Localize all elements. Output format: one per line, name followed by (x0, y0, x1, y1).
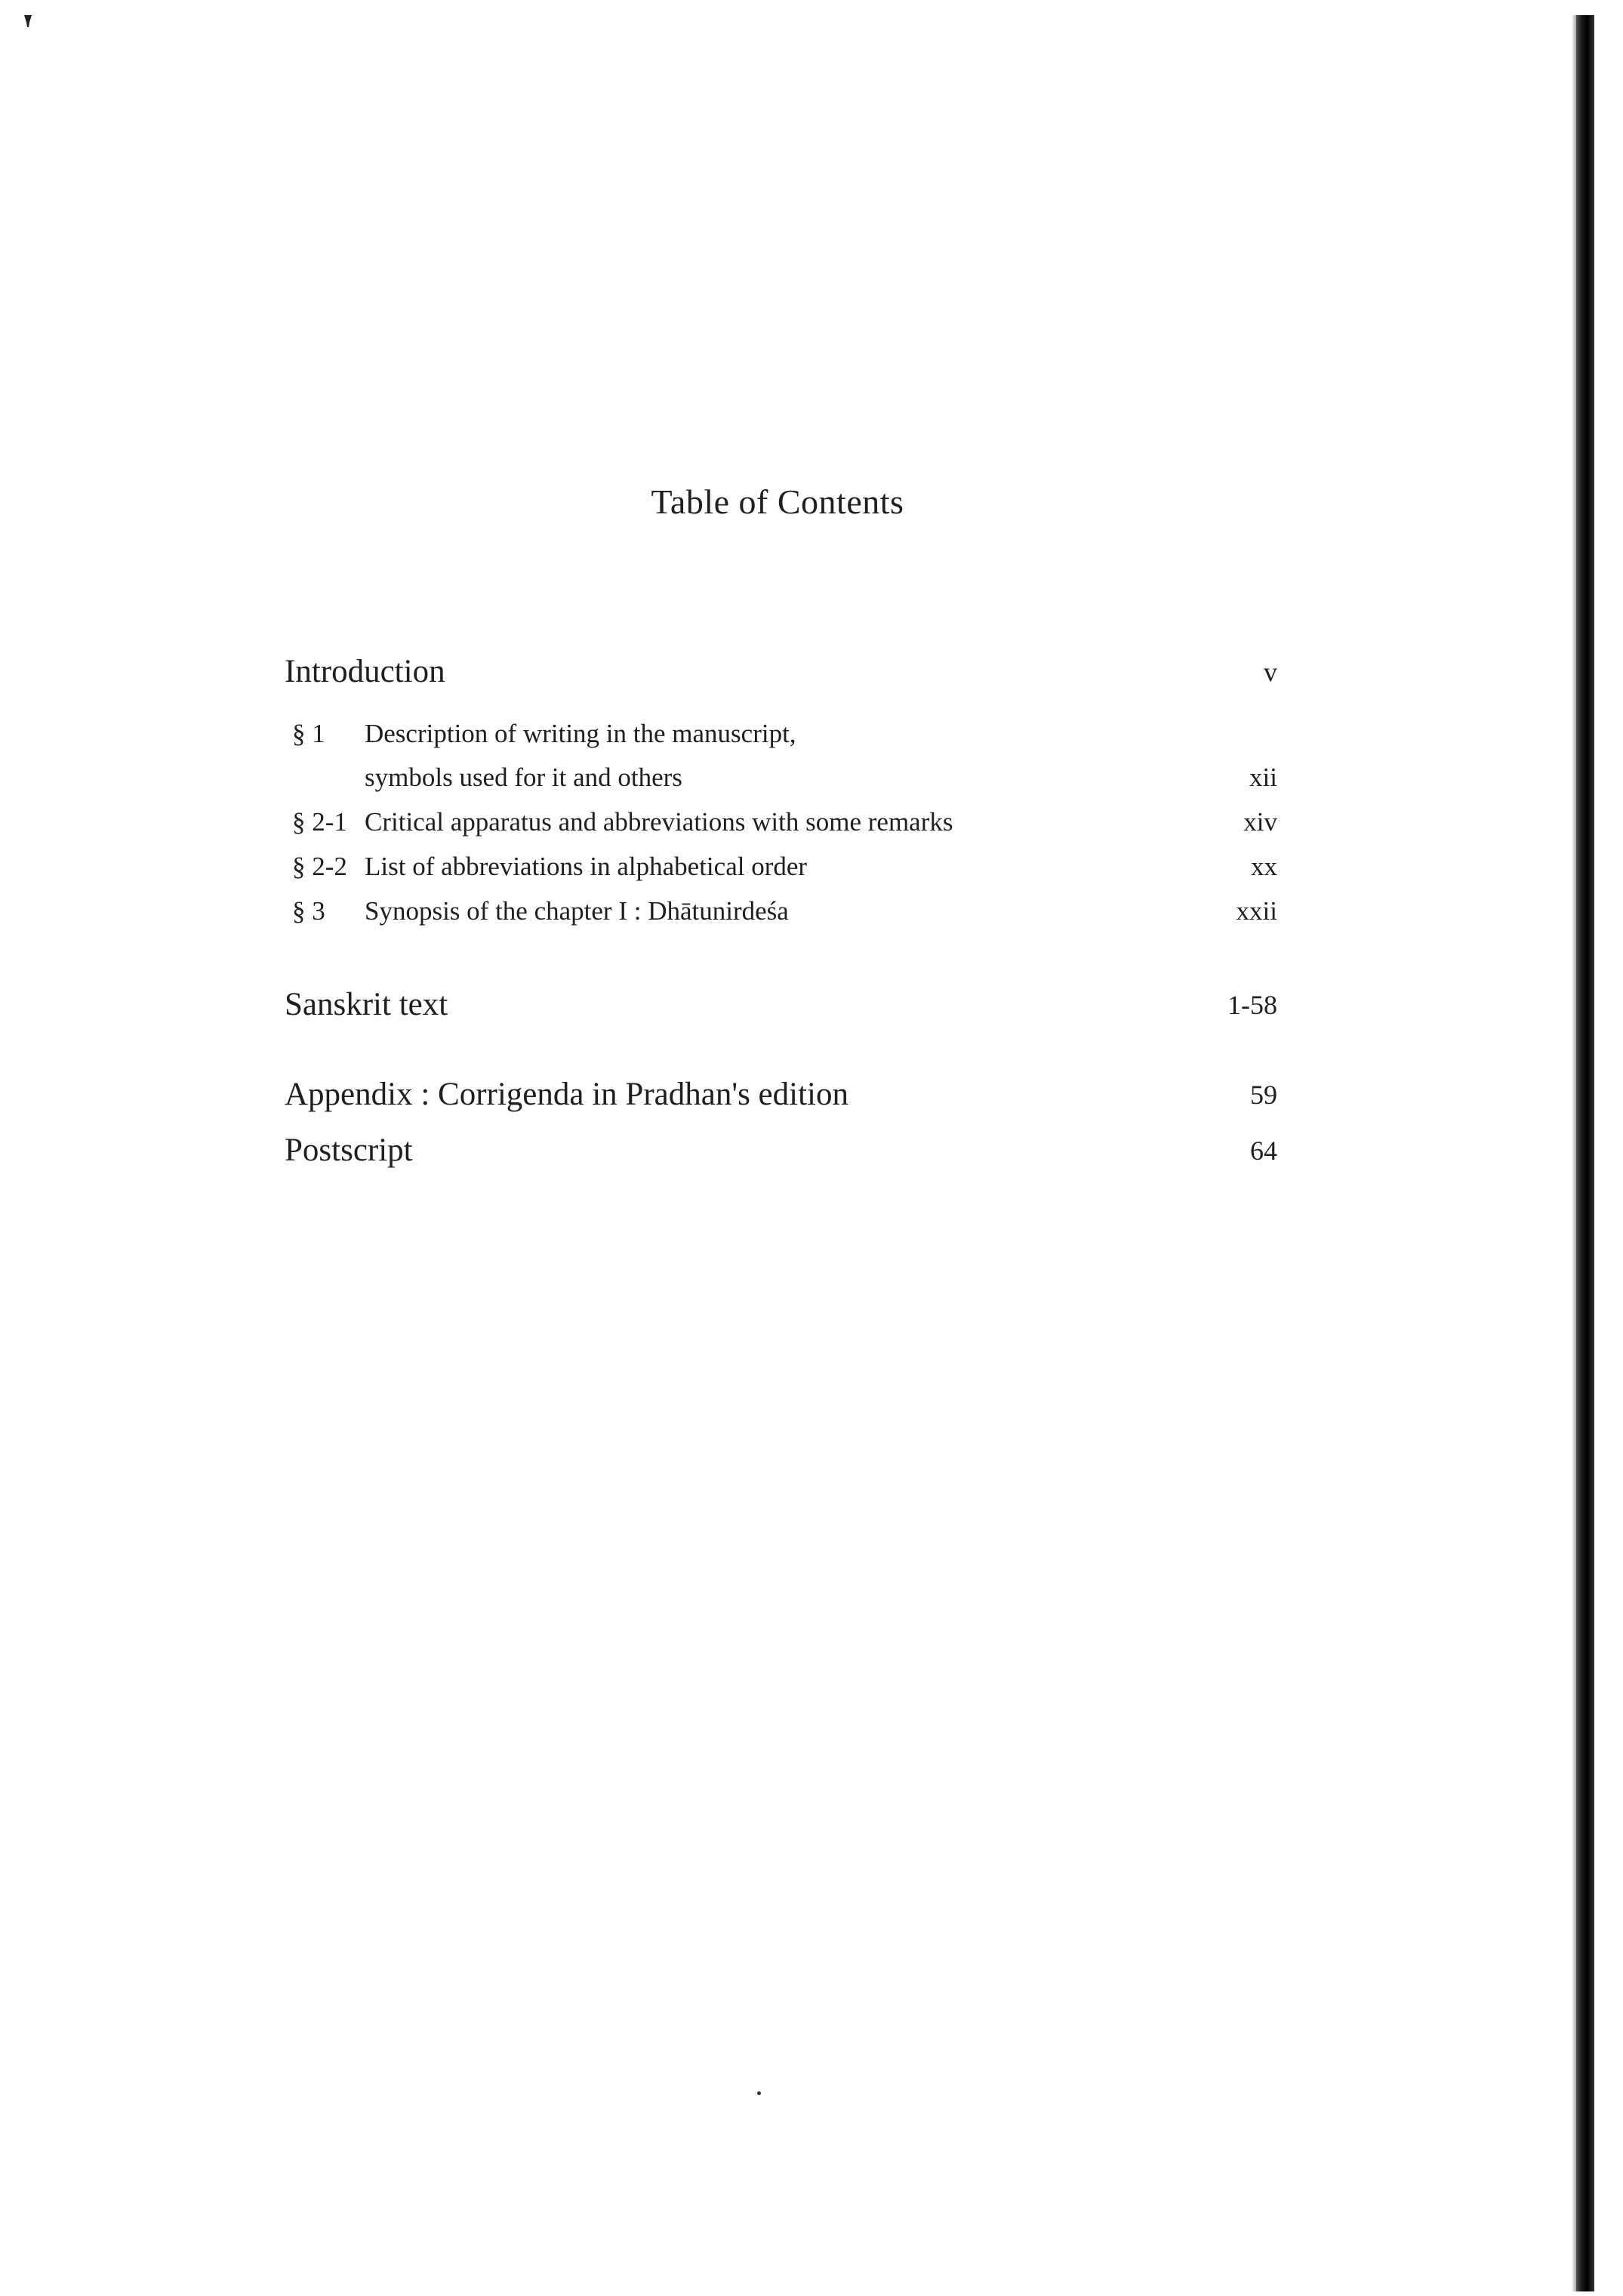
toc-subentry-label: Synopsis of the chapter I : Dhātunirdeśa (365, 896, 789, 926)
toc-entry-postscript[interactable] (285, 1132, 1277, 1170)
toc-entry-label: Sanskrit text (285, 987, 448, 1022)
toc-subentry-page: xiv (1243, 807, 1277, 837)
page-binding-edge (1576, 15, 1594, 2291)
section-number: § 2-1 (292, 807, 347, 837)
toc-entry-page: 1-58 (1227, 990, 1277, 1020)
toc-subentry-label: Critical apparatus and abbreviations with some remarks (365, 807, 953, 837)
toc-entry-introduction[interactable] (285, 653, 1277, 691)
section-number: § 1 (292, 719, 325, 748)
toc-entry-label: Postscript (285, 1133, 413, 1168)
ink-speck (757, 2091, 761, 2095)
toc-entry-sanskrit-text[interactable] (285, 986, 1277, 1024)
toc-subentry-2-2[interactable] (285, 852, 1277, 886)
toc-entry-label: Appendix : Corrigenda in Pradhan's edition (285, 1077, 848, 1112)
section-number: § 2-2 (292, 852, 347, 881)
toc-subentry-page: xxii (1236, 896, 1277, 926)
toc-subentry-1[interactable] (285, 719, 1277, 794)
toc-entry-label: Introduction (285, 654, 445, 689)
toc-subentry-label: List of abbreviations in alphabetical order (365, 852, 808, 881)
toc-subentry-page: xii (1249, 763, 1277, 792)
toc-entry-appendix[interactable] (285, 1076, 1277, 1114)
section-number: § 3 (292, 896, 325, 926)
toc-subentry-2-1[interactable] (285, 807, 1277, 841)
toc-entry-page: v (1264, 657, 1277, 687)
page-title: Table of Contents (651, 482, 904, 521)
toc-subentry-label-line2: symbols used for it and others (365, 763, 682, 792)
toc-subentry-3[interactable] (285, 896, 1277, 930)
toc-entry-page: 59 (1250, 1080, 1277, 1110)
toc-entry-page: 64 (1250, 1136, 1277, 1166)
toc-subentry-label-line1: Description of writing in the manuscript, (365, 719, 796, 748)
toc-subentry-page: xx (1251, 852, 1277, 881)
corner-mark (24, 15, 32, 27)
